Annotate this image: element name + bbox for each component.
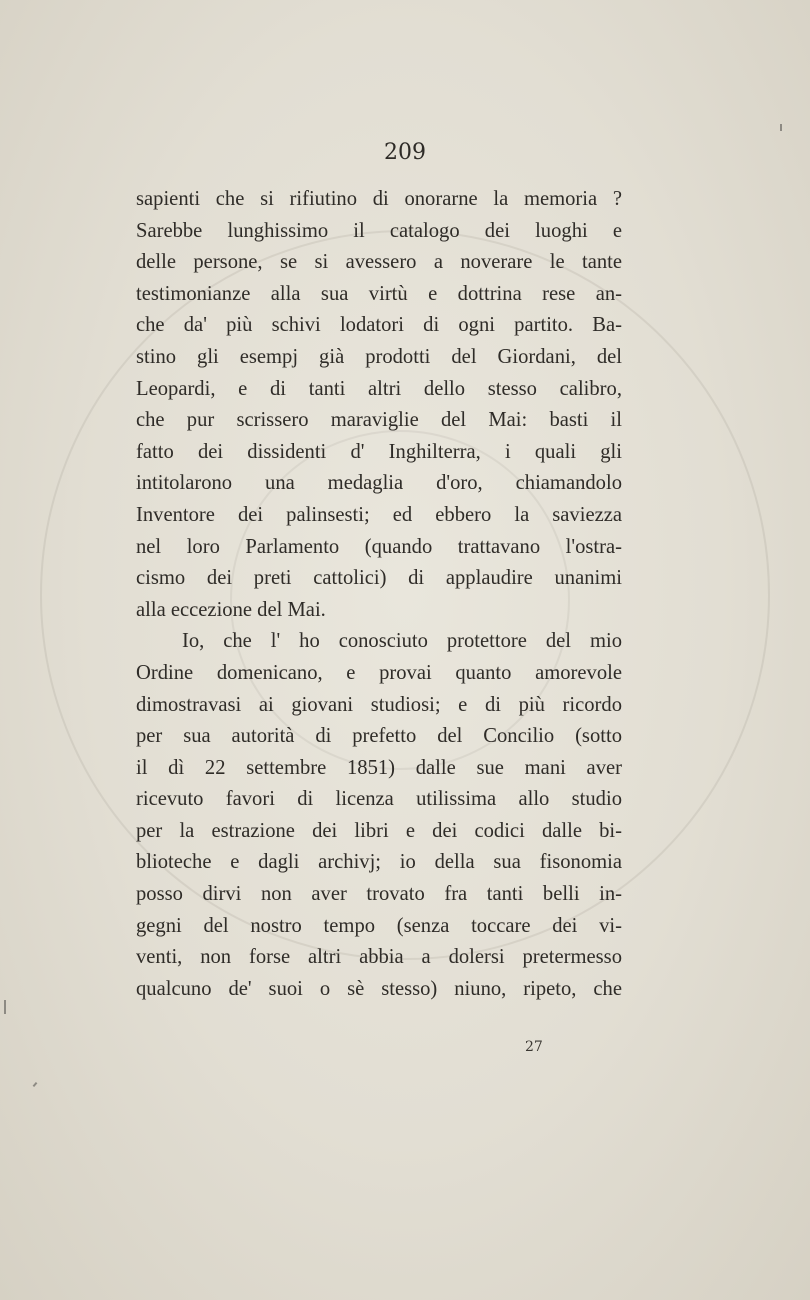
text-line: stino gli esempj già prodotti del Giordani, del bbox=[136, 345, 622, 368]
text-line: alla eccezione del Mai. bbox=[136, 598, 326, 621]
text-line: sapienti che si rifiutino di onorarne la memoria ? bbox=[136, 188, 622, 210]
text-line: Io, che l' ho conosciuto protettore del mio bbox=[182, 630, 622, 653]
text-line: dimostravasi ai giovani studiosi; e di più ricordo bbox=[136, 693, 622, 716]
text-line: ricevuto favori di licenza utilissima allo studio bbox=[136, 788, 622, 811]
text-line: che da' più schivi lodatori di ogni partito. Ba- bbox=[136, 314, 622, 337]
text-line: il dì 22 settembre 1851) dalle sue mani aver bbox=[136, 756, 622, 779]
text-line: venti, non forse altri abbia a dolersi pretermesso bbox=[136, 946, 622, 969]
text-line: Ordine domenicano, e provai quanto amorevole bbox=[136, 661, 622, 684]
text-line: Leopardi, e di tanti altri dello stesso calibro, bbox=[136, 377, 622, 400]
text-line: blioteche e dagli archivj; io della sua fisonomia bbox=[136, 851, 622, 874]
text-line: per la estrazione dei libri e dei codici dalle bi- bbox=[136, 819, 622, 842]
text-line: nel loro Parlamento (quando trattavano l'ostra- bbox=[136, 535, 622, 558]
text-line: qualcuno de' suoi o sè stesso) niuno, ripeto, che bbox=[136, 977, 622, 1000]
text-line: che pur scrissero maraviglie del Mai: basti il bbox=[136, 409, 622, 432]
body-text bbox=[136, 184, 622, 1005]
margin-speck bbox=[780, 124, 782, 131]
page-number: 209 bbox=[384, 140, 426, 165]
text-line: Inventore dei palinsesti; ed ebbero la saviezza bbox=[136, 503, 622, 526]
text-line: Sarebbe lunghissimo il catalogo dei luoghi e bbox=[136, 219, 622, 242]
margin-speck bbox=[4, 1000, 6, 1014]
text-line: fatto dei dissidenti d' Inghilterra, i quali gli bbox=[136, 440, 622, 463]
signature-mark: 27 bbox=[525, 1039, 543, 1055]
text-line: per sua autorità di prefetto del Concilio (sotto bbox=[136, 725, 622, 748]
text-line: delle persone, se si avessero a noverare le tante bbox=[136, 251, 622, 274]
text-line: intitolarono una medaglia d'oro, chiamandolo bbox=[136, 472, 622, 495]
text-line: gegni del nostro tempo (senza toccare dei vi- bbox=[136, 914, 622, 937]
text-line: testimonianze alla sua virtù e dottrina rese an- bbox=[136, 282, 622, 305]
text-line: cismo dei preti cattolici) di applaudire unanimi bbox=[136, 567, 622, 590]
text-line: posso dirvi non aver trovato fra tanti belli in- bbox=[136, 883, 622, 906]
margin-speck bbox=[33, 1082, 38, 1087]
